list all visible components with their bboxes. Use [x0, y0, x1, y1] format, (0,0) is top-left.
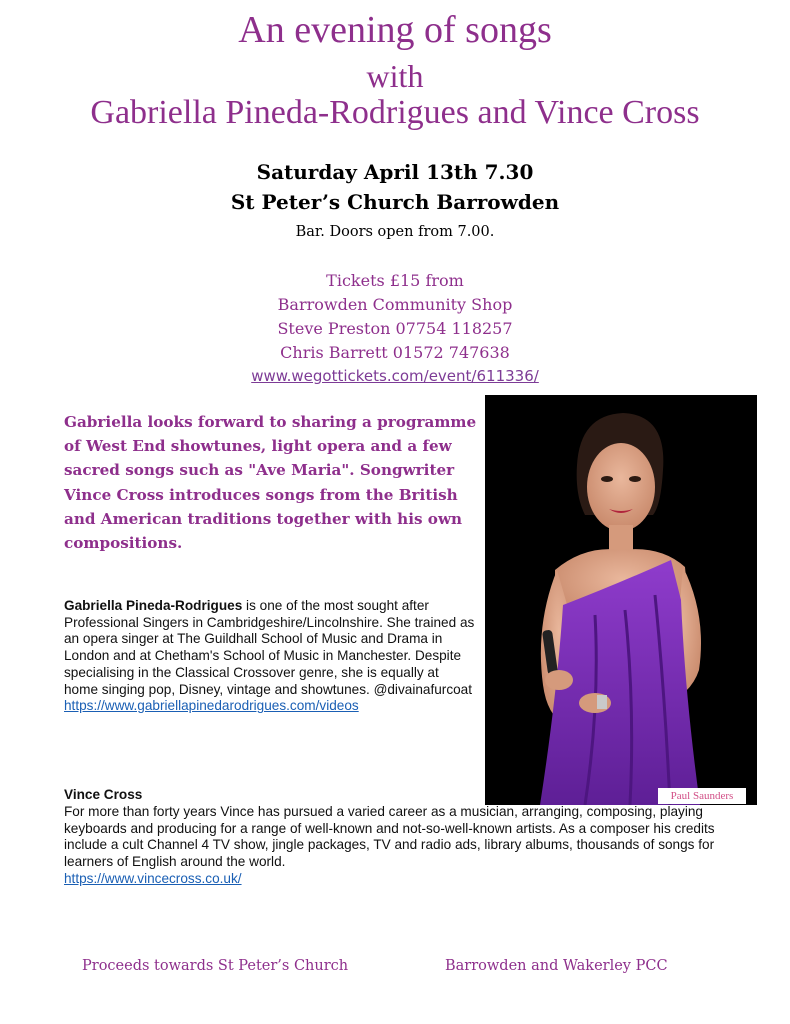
- title-line-2: with: [366, 58, 424, 94]
- gabriella-bio-text: is one of the most sought after Professional Singers in Cambridgeshire/Lincolnshire. She trained as an opera singer at The Guildhall School of Music and Drama in London and at Chetham's School of Music in Manchester. Despite specialising in the Classical Crossover genre, she is equally at home singing pop, Disney, vintage and showtunes. @divainafurcoat: [64, 598, 475, 697]
- singer-photo-illustration: [485, 395, 757, 805]
- gabriella-bio: [64, 598, 476, 715]
- gabriella-website-link[interactable]: https://www.gabriellapinedarodrigues.com/videos: [64, 698, 359, 714]
- event-venue: St Peter’s Church Barrowden: [230, 190, 560, 214]
- vince-bio: [64, 804, 754, 888]
- tickets-price: Tickets £15 from: [326, 271, 464, 290]
- tickets-url-link[interactable]: www.wegottickets.com/event/611336/: [251, 367, 539, 385]
- tickets-contact-2: Chris Barrett 01572 747638: [280, 343, 510, 362]
- title-line-1: An evening of songs: [238, 9, 552, 51]
- title-line-3: Gabriella Pineda-Rodrigues and Vince Cross: [90, 94, 700, 131]
- tickets-contact-1: Steve Preston 07754 118257: [277, 319, 513, 338]
- singer-photo: [485, 395, 757, 805]
- footer-proceeds: Proceeds towards St Peter’s Church: [82, 958, 349, 974]
- vince-website-link[interactable]: https://www.vincecross.co.uk/: [64, 870, 242, 886]
- vince-bio-text: For more than forty years Vince has pursued a varied career as a musician, arranging, composing, playing keyboards and producing for a range of well-known and not-so-well-known artists. As a composer his credits include a cult Channel 4 TV show, jingle packages, TV and radio ads, library albums, thousands of songs for learners of English around the world.: [64, 804, 715, 870]
- vince-bio-name: Vince Cross: [64, 787, 143, 802]
- tickets-shop: Barrowden Community Shop: [277, 295, 513, 314]
- doors-info: Bar. Doors open from 7.00.: [295, 224, 495, 240]
- event-date-time: Saturday April 13th 7.30: [256, 160, 534, 184]
- gabriella-bio-name: Gabriella Pineda-Rodrigues: [64, 598, 243, 613]
- footer-pcc: Barrowden and Wakerley PCC: [445, 958, 668, 974]
- intro-paragraph: Gabriella looks forward to sharing a programme of West End showtunes, light opera and a few sacred songs such as "Ave Maria". Songwriter Vince Cross introduces songs from the British and American traditions together with his own compositions.: [64, 413, 477, 553]
- photo-credit: Paul Saunders: [658, 788, 746, 804]
